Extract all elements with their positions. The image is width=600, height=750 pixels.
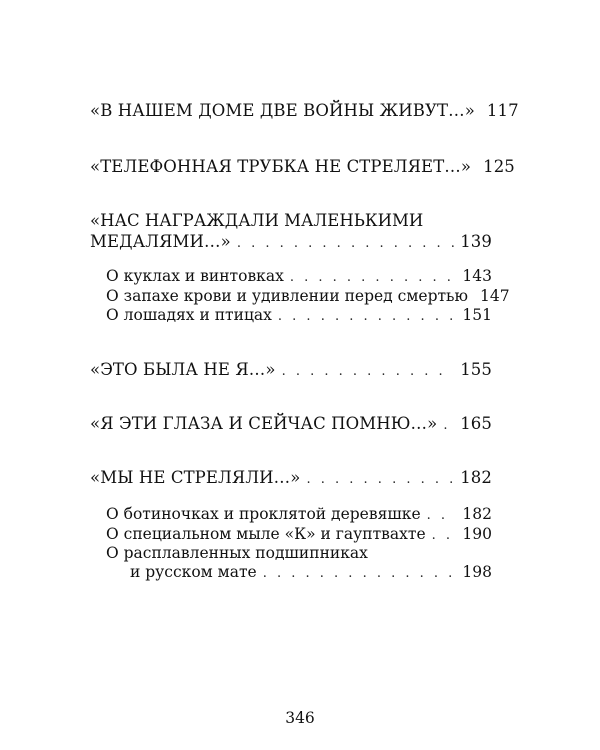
toc-entry-page: 182	[460, 468, 492, 487]
toc-subentry	[106, 287, 510, 305]
toc-subentry-page: 190	[462, 525, 492, 543]
toc-subentry	[106, 505, 492, 523]
dot-leader	[306, 472, 454, 487]
toc-subentry	[106, 525, 492, 543]
toc-entry-page: 165	[460, 414, 492, 433]
toc-subentry-page: 182	[462, 505, 492, 523]
toc-entry	[90, 232, 492, 251]
page-number: 346	[285, 709, 315, 727]
toc-entry	[90, 101, 519, 120]
toc-entry	[90, 468, 492, 487]
toc-entry	[90, 414, 492, 433]
toc-subentry-title: О лошадях и птицах	[106, 306, 272, 324]
toc-subentry	[130, 563, 492, 581]
toc-subentry-title: О запахе крови и удивлении перед смертью	[106, 287, 468, 305]
toc-subentry-title: О куклах и винтовках	[106, 267, 284, 285]
toc-subentry-page: 151	[462, 306, 492, 324]
toc-subentry-page: 198	[462, 563, 492, 581]
dot-leader	[443, 418, 454, 433]
dot-leader	[237, 236, 454, 251]
toc-entry-title: «ТЕЛЕФОННАЯ ТРУБКА НЕ СТРЕЛЯЕТ…»	[90, 157, 472, 176]
toc-entry-title-cont: МЕДАЛЯМИ…»	[90, 232, 231, 251]
toc-entry-page: 139	[460, 232, 492, 251]
toc-entry-page: 155	[460, 360, 492, 379]
toc-entry-page: 125	[483, 157, 515, 176]
toc-subentry-title: О ботиночках и проклятой деревяшке	[106, 505, 421, 523]
toc-entry-page: 117	[486, 101, 519, 120]
toc-subentry-title-cont: и русском мате	[130, 563, 257, 581]
toc-entry-title: «Я ЭТИ ГЛАЗА И СЕЙЧАС ПОМНЮ…»	[90, 414, 438, 433]
dot-leader	[282, 364, 455, 379]
toc-subentry-page: 147	[480, 287, 510, 305]
toc-entry-title: «НАС НАГРАЖДАЛИ МАЛЕНЬКИМИ	[90, 211, 424, 230]
toc-entry	[90, 157, 515, 176]
toc-subentry-title: О расплавленных подшипниках	[106, 544, 368, 562]
toc-entry	[90, 360, 492, 379]
dot-leader	[263, 566, 457, 581]
toc-entry-title: «В НАШЕМ ДОМЕ ДВЕ ВОЙНЫ ЖИВУТ…»	[90, 101, 475, 120]
toc-subentry	[106, 306, 492, 324]
toc-entry-title: «ЭТО БЫЛА НЕ Я…»	[90, 360, 276, 379]
toc-entry-title: «МЫ НЕ СТРЕЛЯЛИ…»	[90, 468, 301, 487]
dot-leader	[278, 309, 457, 324]
toc-subentry-title: О специальном мыле «К» и гауптвахте	[106, 525, 426, 543]
dot-leader	[427, 508, 457, 523]
dot-leader	[290, 270, 457, 285]
toc-subentry	[106, 267, 492, 285]
dot-leader	[432, 528, 457, 543]
toc-subentry-page: 143	[462, 267, 492, 285]
